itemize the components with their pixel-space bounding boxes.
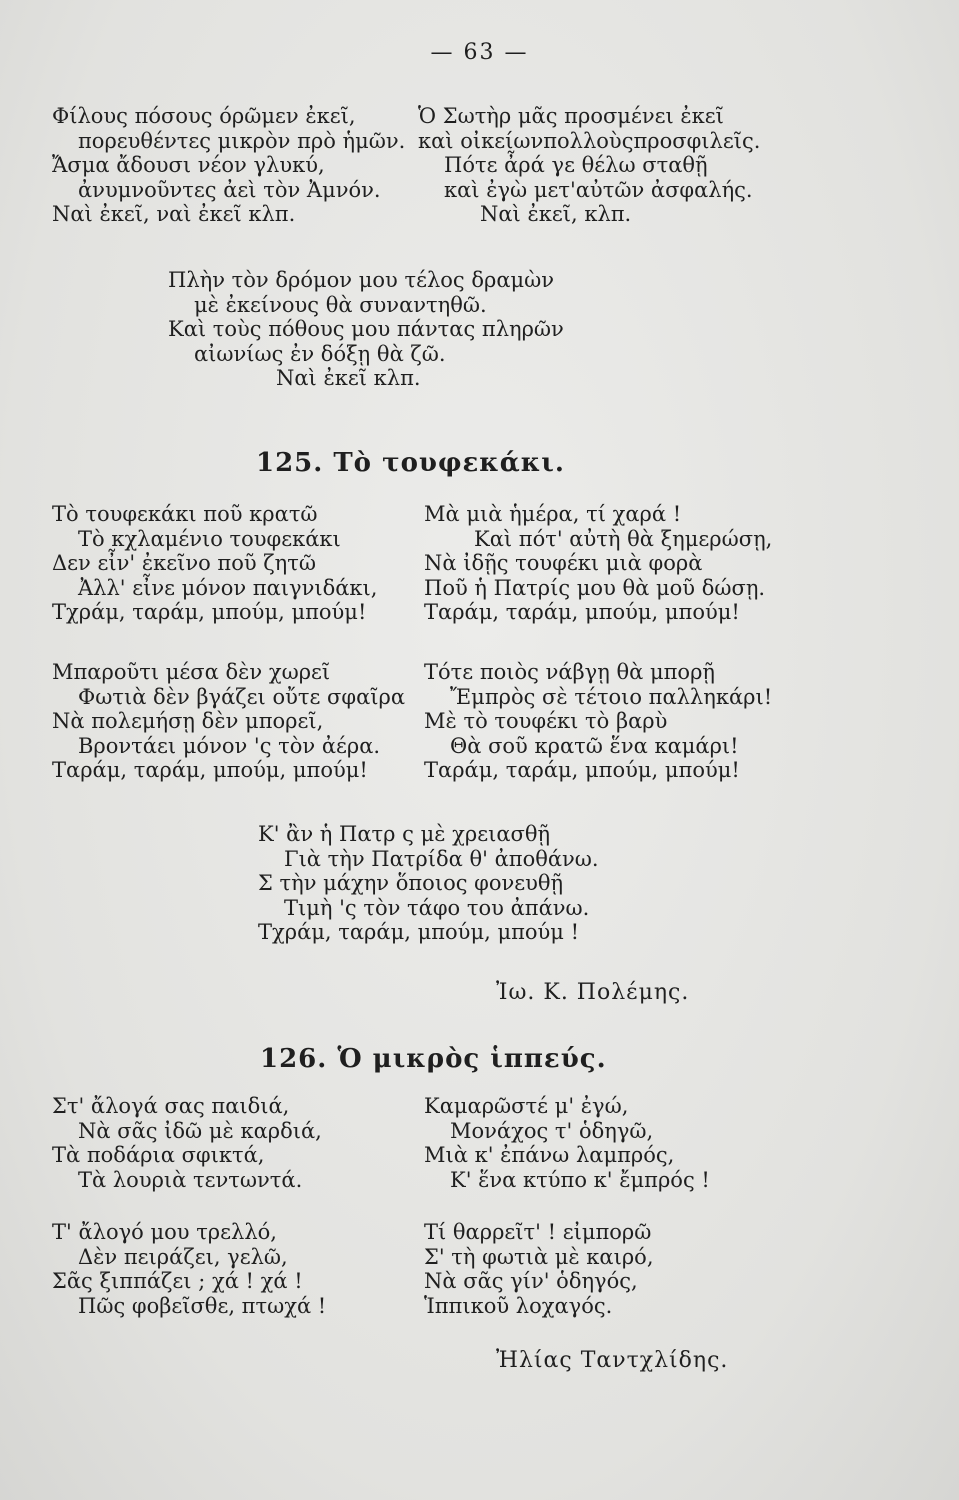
verse-line: καὶ ἐγὼ μετ'αὐτῶν ἀσφαλής.: [444, 177, 753, 202]
verse-line: Μπαροῦτι μέσα δὲν χωρεῖ: [52, 660, 331, 684]
poem-number: 126.: [260, 1044, 328, 1074]
verse-line: Ναὶ ἐκεῖ, κλπ.: [480, 202, 632, 226]
verse-line: Ταράμ, ταράμ, μπούμ, μπούμ!: [52, 758, 368, 782]
poem-125-stanza-3: [424, 502, 772, 625]
poem-125-stanza-5: [258, 822, 599, 945]
verse-line: Τιμὴ 'ς τὸν τάφο του ἀπάνω.: [284, 895, 590, 920]
verse-line: Ταράμ, ταράμ, μπούμ, μπούμ!: [424, 600, 740, 624]
page-number: — 63 —: [430, 40, 529, 65]
poem-number: 125.: [256, 448, 324, 478]
verse-line: Νὰ πολεμήσῃ δὲν μπορεῖ,: [52, 709, 324, 733]
verse-line: καὶ οἰκείωνπολλοὺςπροσφιλεῖς.: [418, 128, 761, 153]
poem-125-stanza-2: [52, 660, 405, 783]
verse-line: Θὰ σοῦ κρατῶ ἕνα καμάρι!: [450, 733, 739, 758]
verse-line: Ναὶ ἐκεῖ, ναὶ ἐκεῖ κλπ.: [52, 202, 296, 226]
verse-line: Γιὰ τὴν Πατρίδα θ' ἀποθάνω.: [284, 846, 599, 871]
verse-line: Τὸ κχλαμένιο τουφεκάκι: [78, 526, 341, 551]
poem-126-heading: [260, 1044, 607, 1074]
poem-125-author: Ἰω. Κ. Πολέμης.: [496, 980, 690, 1005]
verse-line: πορευθέντες μικρὸν πρὸ ἡμῶν.: [78, 128, 406, 153]
verse-line: Τὰ λουριὰ τεντωντά.: [78, 1167, 303, 1192]
verse-line: Ἱππικοῦ λοχαγός.: [424, 1293, 613, 1318]
verse-line: Τχράμ, ταράμ, μπούμ, μπούμ !: [258, 920, 580, 944]
poem-125-stanza-1: [52, 502, 377, 625]
verse-line: Ναὶ ἐκεῖ κλπ.: [276, 366, 421, 390]
poem-126-stanza-2: [52, 1220, 326, 1318]
poem-126-stanza-4: [424, 1220, 654, 1318]
verse-line: Τί θαρρεῖτ' ! εἰμπορῶ: [424, 1220, 652, 1244]
verse-line: Κ' ἂν ἡ Πατρ ς μὲ χρειασθῇ: [258, 822, 551, 846]
poem-126-stanza-1: [52, 1094, 322, 1192]
verse-line: Μὲ τὸ τουφέκι τὸ βαρὺ: [424, 709, 668, 733]
verse-line: Δὲν πειράζει, γελῶ,: [78, 1244, 288, 1269]
verse-line: Πῶς φοβεῖσθε, πτωχά !: [78, 1293, 327, 1318]
verse-line: Στ' ἄλογά σας παιδιά,: [52, 1094, 290, 1118]
verse-line: Τότε ποιὸς νάβγῃ θὰ μπορῇ: [424, 660, 715, 684]
intro-center-stanza: [168, 268, 564, 391]
verse-line: Καὶ πότ' αὐτὴ θὰ ξημερώσῃ,: [474, 526, 773, 551]
verse-line: αἰωνίως ἐν δόξῃ θὰ ζῶ.: [194, 341, 446, 366]
poem-126-stanza-3: [424, 1094, 710, 1192]
verse-line: Καὶ τοὺς πόθους μου πάντας πληρῶν: [168, 317, 564, 341]
verse-line: Σ' τὴ φωτιὰ μὲ καιρό,: [424, 1244, 654, 1269]
verse-line: Ἀλλ' εἶνε μόνον παιγνιδάκι,: [78, 575, 378, 600]
verse-line: Τὰ ποδάρια σφικτά,: [52, 1143, 265, 1167]
verse-line: Φίλους πόσους όρῶμεν ἐκεῖ,: [52, 104, 356, 128]
poem-125-heading: [256, 448, 565, 478]
verse-line: Μονάχος τ' ὁδηγῶ,: [450, 1118, 654, 1143]
verse-line: Πότε ἆρά γε θέλω σταθῇ: [444, 153, 708, 177]
poem-125-stanza-4: [424, 660, 772, 783]
verse-line: Ὁ Σωτὴρ μᾶς προσμένει ἐκεῖ: [418, 104, 724, 128]
verse-line: Τὸ τουφεκάκι ποῦ κρατῶ: [52, 502, 318, 526]
intro-left-stanza: [52, 104, 405, 227]
verse-line: Πλὴν τὸν δρόμον μου τέλος δραμὼν: [168, 268, 555, 292]
verse-line: Σᾶς ξιππάζει ; χά ! χά !: [52, 1269, 303, 1293]
verse-line: Ἔμπρὸς σὲ τέτοιο παλληκάρι!: [450, 684, 773, 709]
verse-line: ἀνυμνοῦντες ἀεὶ τὸν Ἀμνόν.: [78, 177, 381, 202]
verse-line: Μὰ μιὰ ἡμέρα, τί χαρά !: [424, 502, 682, 526]
verse-line: Ταράμ, ταράμ, μπούμ, μπούμ!: [424, 758, 740, 782]
verse-line: Βροντάει μόνον 'ς τὸν ἀέρα.: [78, 733, 381, 758]
verse-line: Νὰ σᾶς ἰδῶ μὲ καρδιά,: [78, 1118, 322, 1143]
verse-line: Κ' ἕνα κτύπο κ' ἔμπρός !: [450, 1167, 710, 1192]
verse-line: Τχράμ, ταράμ, μπούμ, μπούμ!: [52, 600, 367, 624]
verse-line: Ποῦ ἡ Πατρίς μου θὰ μοῦ δώσῃ.: [424, 575, 766, 600]
verse-line: Φωτιὰ δὲν βγάζει οὔτε σφαῖρα: [78, 684, 406, 709]
verse-line: Νὰ ἰδῇς τουφέκι μιὰ φορὰ: [424, 551, 703, 575]
verse-line: Τ' ἄλογό μου τρελλό,: [52, 1220, 277, 1244]
verse-line: Μιὰ κ' ἐπάνω λαμπρός,: [424, 1143, 675, 1167]
verse-line: Σ τὴν μάχην ὅποιος φονευθῇ: [258, 871, 564, 895]
poem-title: Τὸ τουφεκάκι.: [333, 448, 565, 478]
verse-line: μὲ ἐκείνους θὰ συναντηθῶ.: [194, 292, 487, 317]
verse-line: Ἄσμα ἄδουσι νέον γλυκύ,: [52, 153, 325, 177]
verse-line: Καμαρῶστέ μ' ἐγώ,: [424, 1094, 629, 1118]
verse-line: Νὰ σᾶς γίν' ὁδηγός,: [424, 1269, 638, 1293]
verse-line: Δεν εἶν' ἐκεῖνο ποῦ ζητῶ: [52, 551, 316, 575]
poem-126-author: Ἠλίας Ταντχλίδης.: [496, 1348, 729, 1373]
intro-right-stanza: [418, 104, 760, 227]
poem-title: Ὁ μικρὸς ἱππεύς.: [337, 1044, 607, 1074]
